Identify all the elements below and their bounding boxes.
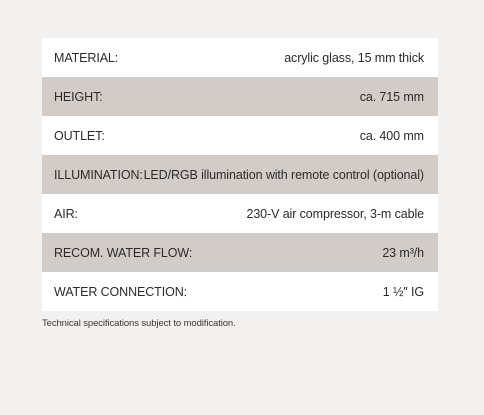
spec-label: RECOM. WATER FLOW: [54,245,193,260]
spec-row-material [42,38,438,77]
footnote: Technical specifications subject to modification. [42,318,236,329]
spec-row-water-flow [42,233,438,272]
spec-row-outlet [42,116,438,155]
spec-row-illumination [42,155,438,194]
spec-value: ca. 715 mm [359,89,424,104]
spec-label: AIR: [54,206,78,221]
spec-label: ILLUMINATION: [54,167,143,182]
spec-value: 23 m³/h [382,245,424,260]
spec-label: OUTLET: [54,128,105,143]
spec-table [42,38,438,311]
spec-label: HEIGHT: [54,89,103,104]
spec-value: 1 ½″ IG [382,284,424,299]
spec-value: 230-V air compressor, 3-m cable [246,206,424,221]
spec-value: acrylic glass, 15 mm thick [284,50,424,65]
spec-row-height [42,77,438,116]
spec-value: ca. 400 mm [359,128,424,143]
spec-row-water-connection [42,272,438,311]
spec-label: WATER CONNECTION: [54,284,188,299]
spec-label: MATERIAL: [54,50,119,65]
spec-row-air [42,194,438,233]
spec-value: LED/RGB illumination with remote control (optional) [143,167,424,182]
